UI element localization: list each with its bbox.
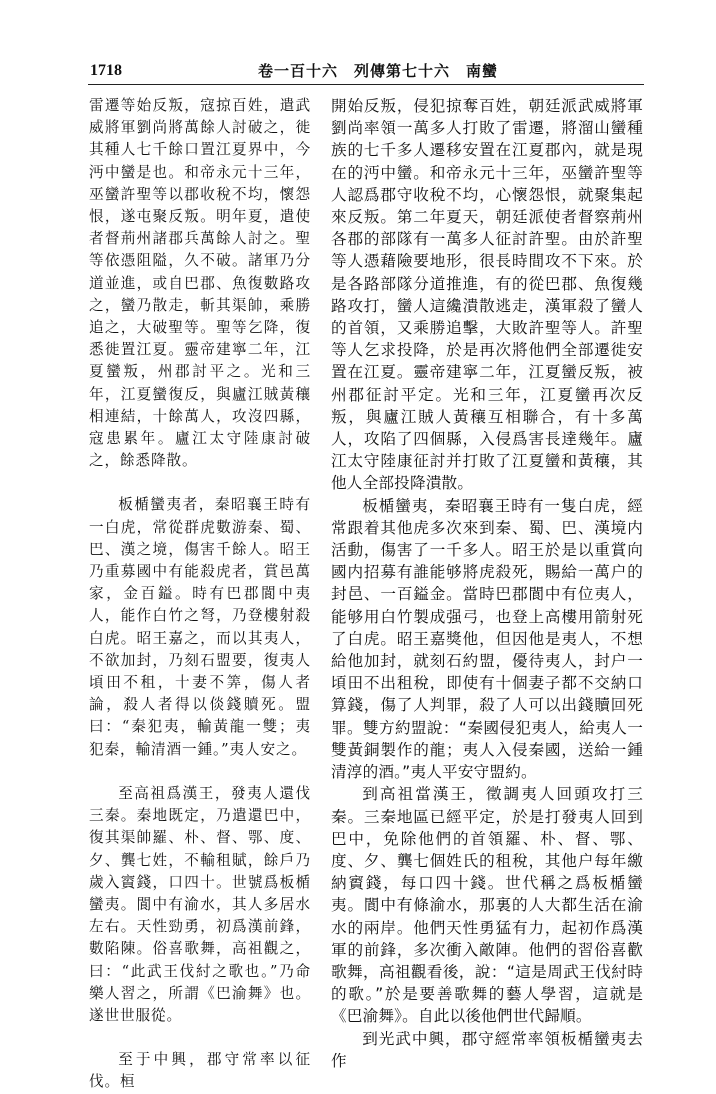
translation-paragraph: 開始反叛，侵犯掠奪百姓，朝廷派武威將軍劉尚率領一萬多人打敗了雷遷，將溜山蠻種族的七千多人遷移安置在江夏郡內，就是現在的沔中蠻。和帝永元十三年，巫蠻許聖等人認爲郡守收稅不均，心懷怨恨，就聚集起來反叛。第二年夏天，朝廷派使者督察荊州各郡的部隊有一萬多人征討許聖。由於許聖等人憑藉險要地形，很長時間攻不下來。於是各路部隊分道推進，有的從巴郡、魚復幾路攻打，蠻人這纔潰散逃走，漢軍殺了蠻人的首領，又乘勝追擊，大敗許聖等人。許聖等人乞求投降，於是再次將他們全部遷徙安置在江夏。靈帝建寧二年，江夏蠻反叛，被州郡征討平定。光和三年，江夏蠻再次反叛，與廬江賊人黃穰互相聯合，有十多萬人，攻陷了四個縣，入侵爲害長達幾年。廬江太守陸康征討并打敗了江夏蠻和黃穰，其他人全部投降潰散。	[331, 97, 643, 493]
header-rule	[88, 84, 644, 85]
translation-paragraph: 到光武中興，郡守經常率領板楯蠻夷去作	[331, 1029, 643, 1070]
page-number: 1718	[90, 62, 122, 79]
translation-paragraph: 到高祖當漢王，徵調夷人回頭攻打三秦。三秦地區已經平定，於是打發夷人回到巴中，免除他們的首領羅、朴、督、鄂、度、夕、龔七個姓氏的租稅，其他户每年繳納賨錢，每口四十錢。世代稱之爲板楯蠻夷。閬中有條渝水，那裏的人大都生活在渝水的兩岸。他們天性勇猛有力，起初作爲漢軍的前鋒，多次衝入敵陣。他們的習俗喜歡歌舞，高祖觀看後，說：“這是周武王伐紂時的歌。”於是要善歌舞的藝人學習，這就是《巴渝舞》。自此以後他們世代歸順。	[331, 785, 643, 1026]
classical-paragraph: 至于中興，郡守常率以征伐。桓	[89, 1051, 311, 1091]
page-header	[0, 58, 716, 82]
translation-paragraph: 板楯蠻夷，秦昭襄王時有一隻白虎，經常跟着其他虎多次來到秦、蜀、巴、漢境内活動，傷害了一千多人。昭王於是以重賞向國内招募有誰能够將虎殺死，賜給一萬户的封邑、一百鎰金。當時巴郡閬中有位夷人，能够用白竹製成强弓，也登上高樓用箭射死了白虎。昭王嘉獎他，但因他是夷人，不想給他加封，就刻石約盟，優待夷人，封户一頃田不出租稅，即使有十個妻子都不交納口算錢，傷了人判罪，殺了人可以出錢贖回死罪。雙方約盟說：“秦國侵犯夷人，給夷人一雙黃銅製作的龍；夷人入侵秦國，送給一鍾清淳的酒。”夷人平安守盟約。	[331, 496, 643, 782]
classical-paragraph: 板楯蠻夷者，秦昭襄王時有一白虎，常從群虎數游秦、蜀、巴、漢之境，傷害千餘人。昭王乃重募國中有能殺虎者，賞邑萬家，金百鎰。時有巴郡閬中夷人，能作白竹之弩，乃登樓射殺白虎。昭王嘉之，而以其夷人，不欲加封，乃刻石盟要，復夷人頃田不租，十妻不筭，傷人者論，殺人者得以倓錢贖死。盟曰：“秦犯夷，輸黃龍一雙；夷犯秦，輸清酒一鍾。”夷人安之。	[89, 496, 311, 758]
classical-paragraph: 至高祖爲漢王，發夷人還伐三秦。秦地既定，乃遣還巴中，復其渠帥羅、朴、督、鄂、度、夕、龔七姓，不輸租賦，餘戶乃歲入賨錢，口四十。世號爲板楯蠻夷。閬中有渝水，其人多居水左右。天性勁勇，初爲漢前鋒，數陷陳。俗喜歌舞，高祖觀之，曰：“此武王伐紂之歌也。”乃命樂人習之，所謂《巴渝舞》也。遂世世服從。	[89, 784, 311, 1024]
classical-paragraph: 雷遷等始反叛，寇掠百姓，遣武威將軍劉尚將萬餘人討破之，徙其種人七千餘口置江夏界中，今沔中蠻是也。和帝永元十三年，巫蠻許聖等以郡收稅不均，懷怨恨，遂屯聚反叛。明年夏，遣使者督荊州諸郡兵萬餘人討之。聖等依憑阻隘，久不破。諸軍乃分道並進，或自巴郡、魚復數路攻之，蠻乃散走，斬其渠帥，乘勝追之，大破聖等。聖等乞降，復悉徙置江夏。靈帝建寧二年，江夏蠻叛，州郡討平之。光和三年，江夏蠻復反，與廬江賊黃穰相連結，十餘萬人，攻沒四縣，寇患累年。廬江太守陸康討破之，餘悉降散。	[89, 97, 311, 470]
running-title: 卷一百十六 列傳第七十六 南蠻	[258, 62, 499, 80]
modern-translation-column	[331, 95, 643, 1072]
classical-text-column	[89, 95, 311, 1094]
